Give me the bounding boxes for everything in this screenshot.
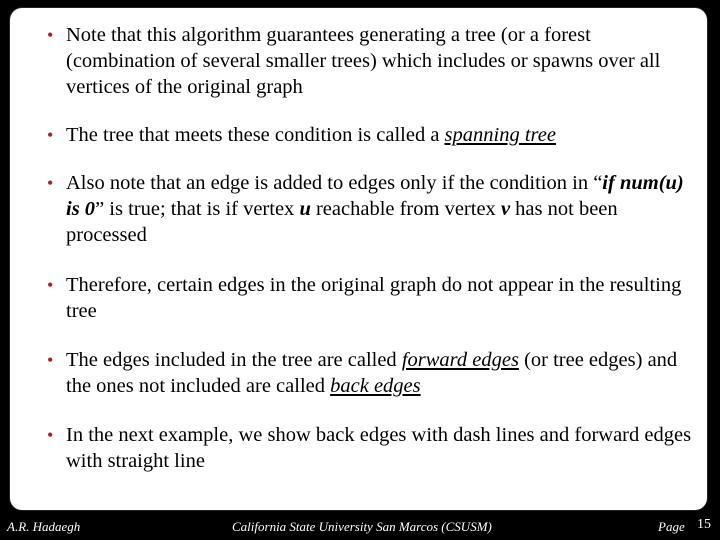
bullet-dot-icon: • <box>47 125 54 145</box>
content-panel <box>10 8 707 510</box>
bullet-text: In the next example, we show back edges with dash lines and forward edges with straight line <box>66 424 692 472</box>
bullet-dot-icon: • <box>47 425 54 445</box>
bullet-text-mid: ” is true; that is if vertex <box>95 198 300 220</box>
bullet-text-mid2: reachable from vertex <box>310 198 501 220</box>
bullet-item-algorithm-tree <box>40 22 700 100</box>
code-condition: if num(u) is 0 <box>66 172 684 220</box>
footer-page-number: 15 <box>697 517 711 532</box>
bullet-item-next-example <box>40 422 700 474</box>
bullet-dot-icon: • <box>47 275 54 295</box>
slide-footer <box>0 512 720 540</box>
term-spanning-tree: spanning tree <box>444 124 556 146</box>
bullet-dot-icon: • <box>47 350 54 370</box>
bullet-item-forward-back-edges <box>40 347 700 399</box>
vertex-u: u <box>299 198 311 220</box>
bullet-item-edge-condition <box>40 170 700 248</box>
bullet-text: Note that this algorithm guarantees generating a tree (or a forest (combination of several smaller trees) which includes or spawns over all vertices of the original graph <box>66 24 661 98</box>
bullet-list <box>40 22 700 474</box>
bullet-dot-icon: • <box>47 173 54 193</box>
bullet-item-missing-edges <box>40 272 700 324</box>
term-back-edges: back edges <box>330 375 421 397</box>
bullet-text: The edges included in the tree are called <box>66 349 402 371</box>
footer-page-label: Page <box>658 519 685 534</box>
bullet-text: Therefore, certain edges in the original graph do not appear in the resulting tree <box>66 274 682 322</box>
bullet-text-mid: (or tree edges) and the ones not included are called <box>66 349 678 397</box>
bullet-dot-icon: • <box>47 25 54 45</box>
bullet-item-spanning-tree <box>40 122 700 148</box>
bullet-text-end: has not been processed <box>66 198 618 246</box>
footer-author: A.R. Hadaegh <box>7 519 81 534</box>
term-forward-edges: forward edges <box>401 349 519 371</box>
bullet-text: Also note that an edge is added to edges only if the condition in “ <box>66 172 603 194</box>
bullet-text: The tree that meets these condition is called a <box>66 124 445 146</box>
footer-university: California State University San Marcos (CSUSM) <box>232 519 492 534</box>
vertex-v: v <box>500 198 511 220</box>
